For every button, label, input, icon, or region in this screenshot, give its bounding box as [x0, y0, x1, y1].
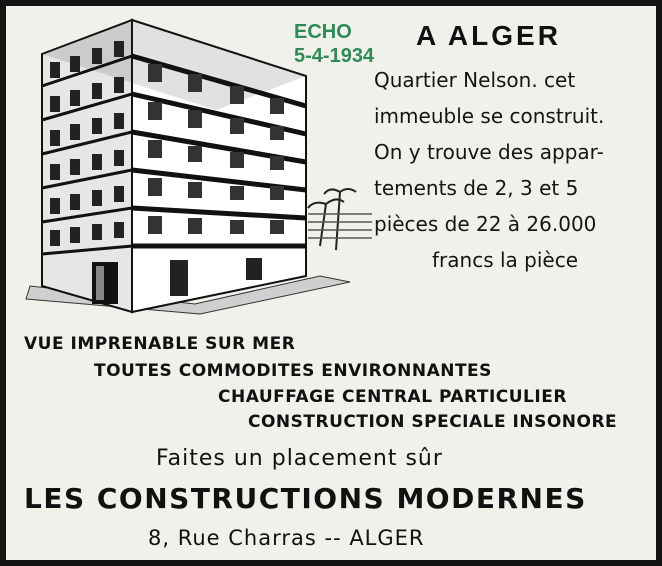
- description-line: immeuble se construit.: [374, 104, 605, 128]
- archive-stamp: [294, 20, 374, 68]
- description-line: On y trouve des appar-: [374, 140, 604, 164]
- feature-amenities: TOUTES COMMODITES ENVIRONNANTES: [94, 361, 492, 381]
- stamp-date: 5-4-1934: [294, 45, 375, 67]
- description-line: francs la pièce: [432, 248, 578, 272]
- feature-heating: CHAUFFAGE CENTRAL PARTICULIER: [218, 387, 567, 407]
- description-line: pièces de 22 à 26.000: [374, 212, 597, 236]
- stamp-source: ECHO: [294, 21, 352, 43]
- feature-soundproof: CONSTRUCTION SPECIALE INSONORE: [248, 412, 618, 432]
- headline-city: A ALGER: [416, 20, 561, 51]
- feature-sea-view: VUE IMPRENABLE SUR MER: [24, 334, 296, 354]
- investment-tagline: Faites un placement sûr: [156, 446, 443, 471]
- company-name: LES CONSTRUCTIONS MODERNES: [24, 482, 587, 515]
- description-line: Quartier Nelson. cet: [374, 68, 576, 92]
- description-block: [374, 62, 644, 278]
- company-address: 8, Rue Charras -- ALGER: [148, 526, 425, 550]
- description-line: tements de 2, 3 et 5: [374, 176, 579, 200]
